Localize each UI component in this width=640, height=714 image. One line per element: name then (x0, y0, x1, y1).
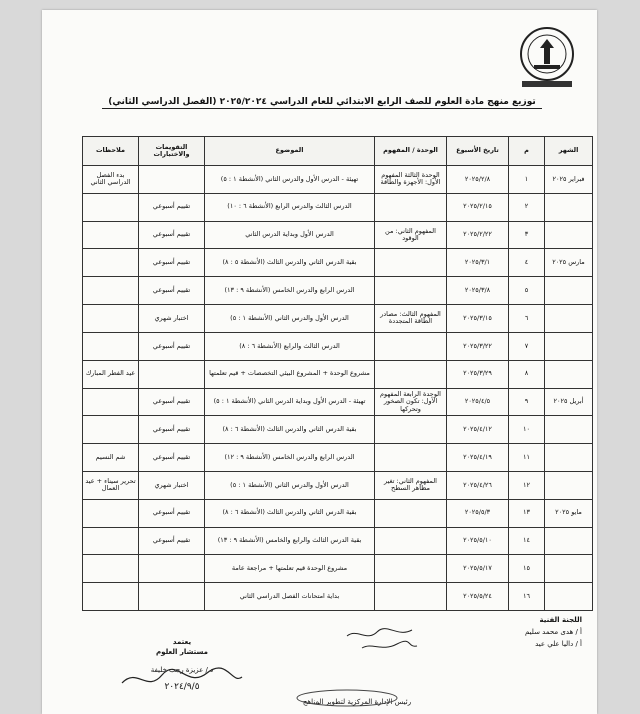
table-row (83, 499, 593, 527)
row-topic: بقية الدرس الثاني والدرس الثالث (الأنشطة ٥ : ٨) (205, 249, 375, 277)
row-topic: بداية امتحانات الفصل الدراسي الثاني (205, 583, 375, 611)
committee-signatures (342, 624, 422, 654)
row-number: ١١ (509, 444, 545, 472)
row-unit (375, 555, 447, 583)
row-month (545, 583, 593, 611)
approval-date: ٢٠٢٤/٩/٥ (164, 682, 200, 692)
header-month: الشهر (545, 137, 593, 166)
row-month (545, 332, 593, 360)
row-topic: مشروع الوحدة قيم تعلمتها + مراجعة عامة (205, 555, 375, 583)
row-number: ٣ (509, 221, 545, 249)
approval-word: يعتمد (172, 638, 192, 646)
row-assessment (139, 166, 205, 194)
row-assessment: تقييم أسبوعي (139, 444, 205, 472)
row-assessment (139, 583, 205, 611)
row-week-date: ٢٠٢٥/٥/١٠ (447, 527, 509, 555)
header-topic: الموضوع (205, 137, 375, 166)
header-unit: الوحدة / المفهوم (375, 137, 447, 166)
row-unit: الوحدة الرابعة المفهوم الأول: تكون الصخور وتحركها (375, 388, 447, 416)
table-row (83, 221, 593, 249)
row-month (545, 555, 593, 583)
table-row (83, 249, 593, 277)
row-assessment: تقييم أسبوعي (139, 499, 205, 527)
document-title: توزيع منهج مادة العلوم للصف الرابع الابتدائي للعام الدراسي ٢٠٢٥/٢٠٢٤ (الفصل الدراسي الثاني) (102, 97, 542, 109)
row-month (545, 360, 593, 388)
row-assessment: تقييم أسبوعي (139, 277, 205, 305)
row-topic: الدرس الأول وبداية الدرس الثاني (205, 221, 375, 249)
row-month (545, 416, 593, 444)
table-row (83, 305, 593, 333)
row-month: مارس ٢٠٢٥ (545, 249, 593, 277)
row-topic: الدرس الثالث والرابع (الأنشطة ٦ : ٨) (205, 332, 375, 360)
row-assessment: تقييم أسبوعي (139, 249, 205, 277)
row-week-date: ٢٠٢٥/٢/٨ (447, 166, 509, 194)
row-month (545, 444, 593, 472)
header-assessment: التقويمات والاختبارات (139, 137, 205, 166)
row-assessment: اختبار شهري (139, 471, 205, 499)
row-week-date: ٢٠٢٥/٣/٢٩ (447, 360, 509, 388)
row-number: ١٠ (509, 416, 545, 444)
row-unit (375, 332, 447, 360)
row-week-date: ٢٠٢٥/٢/٢٢ (447, 221, 509, 249)
row-month (545, 471, 593, 499)
table-row (83, 166, 593, 194)
row-number: ٩ (509, 388, 545, 416)
committee-heading: اللجنة الفنية (539, 616, 582, 624)
row-topic: مشروع الوحدة + المشروع البيئي التخصصات + قيم تعلمتها (205, 360, 375, 388)
row-notes (83, 305, 139, 333)
row-topic: تهيئة - الدرس الأول وبداية الدرس الثاني (الأنشطة ١ : ٥) (205, 388, 375, 416)
row-unit: المفهوم الثاني: تغير مظاهر السطح (375, 471, 447, 499)
row-number: ١٤ (509, 527, 545, 555)
row-week-date: ٢٠٢٥/٤/١٢ (447, 416, 509, 444)
table-row (83, 388, 593, 416)
header-number: م (509, 137, 545, 166)
row-number: ١٥ (509, 555, 545, 583)
row-assessment: تقييم أسبوعي (139, 416, 205, 444)
row-number: ١ (509, 166, 545, 194)
row-number: ٢ (509, 193, 545, 221)
row-notes: بدء الفصل الدراسي الثاني (83, 166, 139, 194)
table-row (83, 527, 593, 555)
row-number: ٧ (509, 332, 545, 360)
row-number: ٥ (509, 277, 545, 305)
table-row (83, 332, 593, 360)
row-number: ٨ (509, 360, 545, 388)
header-notes: ملاحظات (83, 137, 139, 166)
row-week-date: ٢٠٢٥/٢/١٥ (447, 193, 509, 221)
row-notes (83, 332, 139, 360)
row-notes: تحرير سيناء + عيد العمال (83, 471, 139, 499)
table-row (83, 583, 593, 611)
table-row (83, 555, 593, 583)
row-number: ٦ (509, 305, 545, 333)
table-row (83, 471, 593, 499)
row-topic: تهيئة - الدرس الأول والدرس الثاني (الأنشطة ١ : ٥) (205, 166, 375, 194)
technical-committee (422, 616, 582, 648)
row-topic: الدرس الرابع والدرس الخامس (الأنشطة ٩ : ١٢) (205, 444, 375, 472)
row-unit (375, 444, 447, 472)
row-unit: المفهوم الثالث: مصادر الطاقة المتجددة (375, 305, 447, 333)
row-assessment: تقييم أسبوعي (139, 527, 205, 555)
row-assessment: تقييم أسبوعي (139, 388, 205, 416)
row-topic: الدرس الرابع والدرس الخامس (الأنشطة ٩ : ١٣) (205, 277, 375, 305)
row-notes (83, 583, 139, 611)
row-month (545, 527, 593, 555)
row-notes: شم النسيم (83, 444, 139, 472)
row-topic: بقية الدرس الثالث والرابع والخامس (الأنشطة ٩ : ١٣) (205, 527, 375, 555)
row-unit (375, 416, 447, 444)
row-topic: الدرس الأول والدرس الثاني (الأنشطة ١ : ٥) (205, 305, 375, 333)
header-week-date: تاريخ الأسبوع (447, 137, 509, 166)
row-week-date: ٢٠٢٥/٥/٢٤ (447, 583, 509, 611)
committee-member-2: أ / داليا علي عيد (535, 640, 582, 648)
committee-member-1: أ / هدى محمد سليم (525, 628, 582, 636)
row-unit: الوحدة الثالثة المفهوم الأول: الأجهزة والطاقة (375, 166, 447, 194)
row-month (545, 305, 593, 333)
row-notes (83, 527, 139, 555)
row-notes: عيد الفطر المبارك (83, 360, 139, 388)
ministry-logo (512, 24, 582, 90)
row-topic: الدرس الثالث والدرس الرابع (الأنشطة ٦ : ١٠) (205, 193, 375, 221)
table-header-row (83, 137, 593, 166)
row-notes (83, 249, 139, 277)
curriculum-table (82, 136, 593, 611)
row-month: مايو ٢٠٢٥ (545, 499, 593, 527)
row-month (545, 193, 593, 221)
central-administration-line: رئيس الإدارة المركزية لتطوير المناهج (302, 698, 412, 706)
row-notes (83, 193, 139, 221)
row-unit (375, 527, 447, 555)
row-week-date: ٢٠٢٥/٣/٨ (447, 277, 509, 305)
row-assessment: تقييم أسبوعي (139, 332, 205, 360)
table-row (83, 360, 593, 388)
row-assessment (139, 360, 205, 388)
row-week-date: ٢٠٢٥/٣/١٥ (447, 305, 509, 333)
row-notes (83, 388, 139, 416)
row-assessment: اختبار شهري (139, 305, 205, 333)
row-month (545, 221, 593, 249)
document-page (42, 10, 597, 714)
row-unit: المفهوم الثاني: من الوقود (375, 221, 447, 249)
row-month: فبراير ٢٠٢٥ (545, 166, 593, 194)
row-week-date: ٢٠٢٥/٣/١ (447, 249, 509, 277)
approval-signature (117, 665, 247, 695)
approval-role: مستشار العلوم (156, 648, 208, 656)
row-number: ١٣ (509, 499, 545, 527)
row-number: ١٦ (509, 583, 545, 611)
row-topic: بقية الدرس الثاني والدرس الثالث (الأنشطة ٦ : ٨) (205, 416, 375, 444)
row-notes (83, 499, 139, 527)
row-topic: بقية الدرس الثاني والدرس الثالث (الأنشطة ٦ : ٨) (205, 499, 375, 527)
row-month (545, 277, 593, 305)
row-notes (83, 416, 139, 444)
row-week-date: ٢٠٢٥/٣/٢٢ (447, 332, 509, 360)
row-assessment (139, 555, 205, 583)
row-week-date: ٢٠٢٥/٥/٣ (447, 499, 509, 527)
row-month: أبريل ٢٠٢٥ (545, 388, 593, 416)
row-week-date: ٢٠٢٥/٤/٢٦ (447, 471, 509, 499)
row-week-date: ٢٠٢٥/٤/١٩ (447, 444, 509, 472)
row-unit (375, 583, 447, 611)
table-row (83, 444, 593, 472)
approval-name: د / عزيزة رجب خليفة (150, 666, 214, 674)
row-week-date: ٢٠٢٥/٥/١٧ (447, 555, 509, 583)
row-notes (83, 555, 139, 583)
row-unit (375, 249, 447, 277)
row-assessment: تقييم أسبوعي (139, 193, 205, 221)
row-assessment: تقييم أسبوعي (139, 221, 205, 249)
row-week-date: ٢٠٢٥/٤/٥ (447, 388, 509, 416)
stamp-mark (292, 688, 402, 708)
row-topic: الدرس الأول والدرس الثاني (الأنشطة ١ : ٥) (205, 471, 375, 499)
table-row (83, 416, 593, 444)
row-unit (375, 499, 447, 527)
row-number: ٤ (509, 249, 545, 277)
row-number: ١٢ (509, 471, 545, 499)
row-unit (375, 193, 447, 221)
table-row (83, 277, 593, 305)
row-notes (83, 277, 139, 305)
row-unit (375, 277, 447, 305)
row-notes (83, 221, 139, 249)
row-unit (375, 360, 447, 388)
table-row (83, 193, 593, 221)
